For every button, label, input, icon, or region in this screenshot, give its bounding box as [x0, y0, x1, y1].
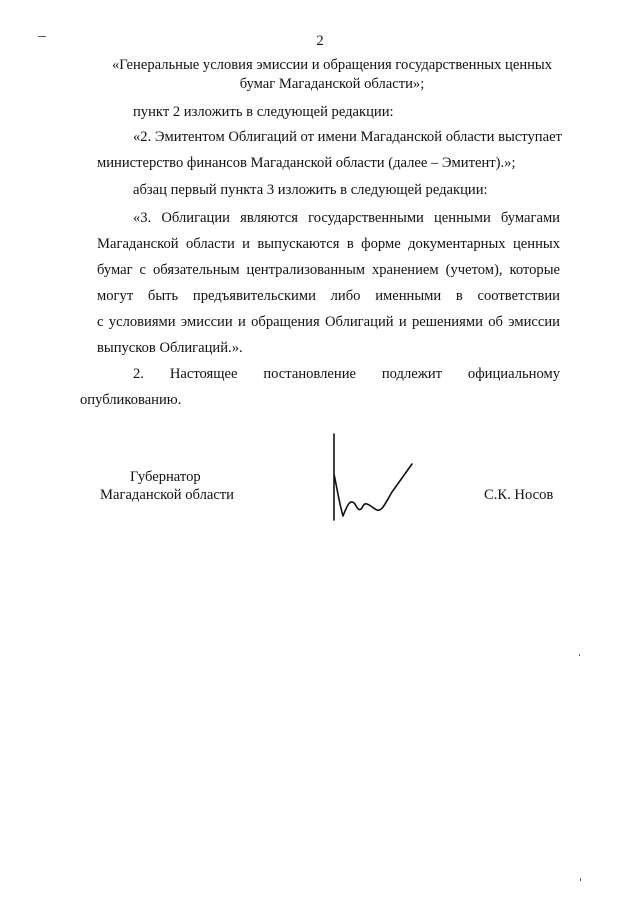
- paragraph-amend-point-3: абзац первый пункта 3 изложить в следующей редакции:: [133, 182, 488, 198]
- paragraph-issuer-line-1: «2. Эмитентом Облигаций от имени Магаданской области выступает: [133, 129, 562, 145]
- clause-2-line-1: 2. Настоящее постановление подлежит официальному: [133, 366, 560, 382]
- quote-line: выпусков Облигаций.».: [97, 340, 243, 356]
- paragraph-issuer-line-2: министерство финансов Магаданской области (далее – Эмитент).»;: [97, 155, 516, 171]
- scan-mark: [580, 878, 581, 881]
- signatory-position-line-1: Губернатор: [130, 469, 201, 485]
- paragraph-amend-point-2: пункт 2 изложить в следующей редакции:: [133, 104, 394, 120]
- quote-line: «3. Облигации являются государственными ценными бумагами: [133, 210, 560, 226]
- document-title-line-2: бумаг Магаданской области»;: [239, 76, 425, 92]
- quote-line: могут быть предъявительскими либо именными в соответствии: [97, 288, 560, 304]
- document-title-line-1: «Генеральные условия эмиссии и обращения государственных ценных: [111, 57, 553, 73]
- handwritten-signature: [320, 428, 420, 528]
- quote-line: Магаданской области и выпускаются в форме документарных ценных: [97, 236, 560, 252]
- page-number: 2: [316, 33, 324, 49]
- scan-mark: [579, 654, 580, 656]
- quote-line: с условиями эмиссии и обращения Облигаций и решениями об эмиссии: [97, 314, 560, 330]
- signatory-position-line-2: Магаданской области: [100, 487, 234, 503]
- quote-line: бумаг с обязательным централизованным хранением (учетом), которые: [97, 262, 560, 278]
- signatory-name: С.К. Носов: [484, 487, 554, 503]
- clause-2-line-2: опубликованию.: [80, 392, 182, 408]
